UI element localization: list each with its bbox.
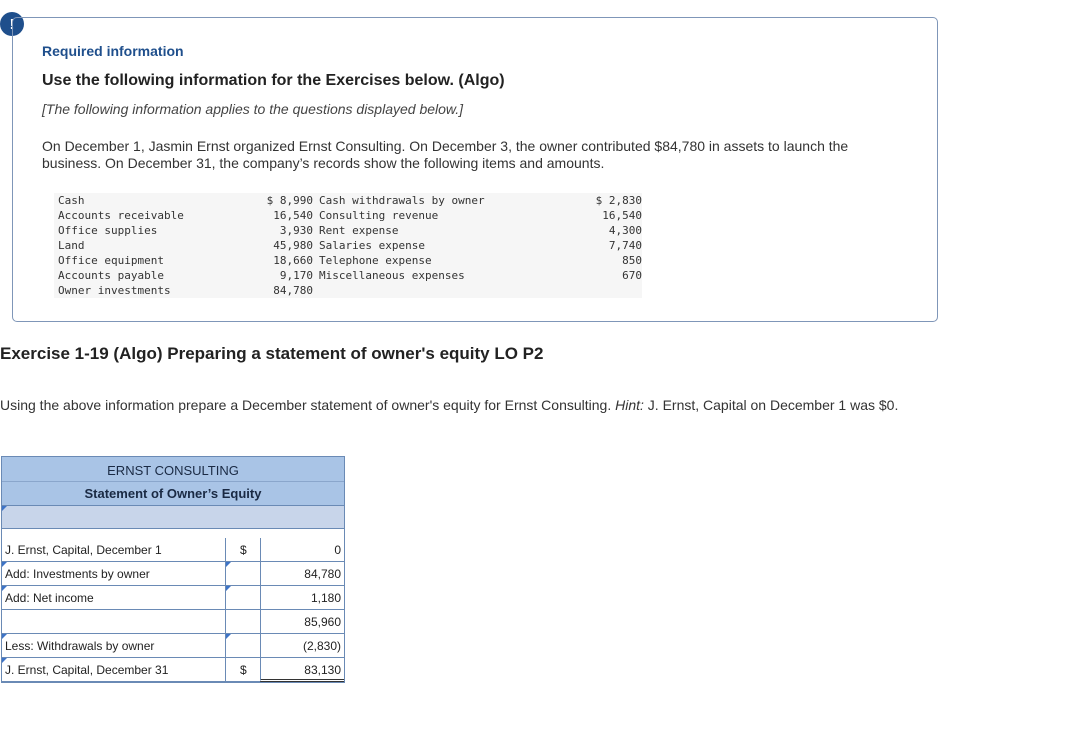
items-row — [54, 283, 642, 298]
item-label: Cash withdrawals by owner — [319, 194, 485, 207]
items-and-amounts-table — [54, 193, 642, 298]
statement-period-input[interactable] — [2, 505, 344, 529]
item-label: Telephone expense — [319, 254, 432, 267]
items-row — [54, 268, 642, 283]
row-label-select[interactable] — [2, 658, 226, 682]
item-amount: $ 8,990 — [266, 194, 313, 207]
item-label: Accounts payable — [58, 269, 164, 282]
amount-input[interactable]: 1,180 — [260, 586, 344, 610]
item-label: Salaries expense — [319, 239, 425, 252]
dollar-sign: $ — [226, 538, 260, 562]
item-amount: $ 2,830 — [595, 194, 642, 207]
amount-input[interactable]: 84,780 — [260, 562, 344, 586]
item-amount: 84,780 — [273, 284, 313, 297]
item-amount: 4,300 — [608, 224, 642, 237]
dropdown-marker-icon — [226, 586, 231, 591]
item-amount: 850 — [622, 254, 642, 267]
item-label: Office supplies — [58, 224, 158, 237]
statement-row — [2, 610, 344, 634]
item-label: Rent expense — [319, 224, 399, 237]
intro-paragraph: On December 1, Jasmin Ernst organized Ernst Consulting. On December 3, the owner contributed $84,780 in assets to launch the business. On December 31, the company’s records show the following items and amounts. — [42, 138, 849, 171]
statement-title: Statement of Owner’s Equity — [2, 481, 344, 505]
dollar-cell — [226, 634, 260, 658]
items-row — [54, 253, 642, 268]
row-label-select[interactable]: J. Ernst, Capital, December 1 — [2, 538, 226, 562]
dropdown-marker-icon — [2, 658, 7, 663]
company-name: ERNST CONSULTING — [107, 463, 239, 478]
applies-note: [The following information applies to the questions displayed below.] — [42, 101, 464, 117]
item-label: Owner investments — [58, 284, 171, 297]
dropdown-marker-icon — [2, 586, 7, 591]
amount-input[interactable]: (2,830) — [260, 634, 344, 658]
item-label: Office equipment — [58, 254, 164, 267]
amount-input[interactable]: 85,960 — [260, 610, 344, 634]
exercises-heading: Use the following information for the Exercises below. (Algo) — [42, 72, 505, 89]
item-amount: 670 — [622, 269, 642, 282]
row-label-select[interactable] — [2, 634, 226, 658]
items-row — [54, 238, 642, 253]
row-label: Less: Withdrawals by owner — [5, 639, 155, 653]
dropdown-marker-icon — [2, 562, 7, 567]
item-label — [313, 283, 569, 298]
item-amount: 45,980 — [273, 239, 313, 252]
items-row — [54, 223, 642, 238]
row-label-select[interactable] — [2, 562, 226, 586]
row-label: J. Ernst, Capital, December 31 — [5, 663, 169, 677]
item-amount: 16,540 — [273, 209, 313, 222]
statement-row — [2, 586, 344, 610]
required-information-title: Required information — [42, 43, 184, 59]
item-amount: 7,740 — [608, 239, 642, 252]
amount-input[interactable]: 0 — [260, 538, 344, 562]
hint-label: Hint: — [615, 397, 644, 413]
alert-icon: ! — [0, 12, 24, 36]
item-label: Accounts receivable — [58, 209, 184, 222]
amount-input[interactable]: 83,130 — [260, 658, 344, 682]
dollar-cell — [226, 562, 260, 586]
statement-row — [2, 538, 344, 562]
statement-row — [2, 634, 344, 658]
dropdown-marker-icon — [2, 506, 7, 511]
statement-row — [2, 658, 344, 682]
exercise-instructions — [0, 396, 960, 414]
statement-row — [2, 562, 344, 586]
dollar-sign — [226, 610, 260, 634]
row-label-select[interactable] — [2, 610, 226, 634]
item-amount: 16,540 — [602, 209, 642, 222]
statement-of-owners-equity — [1, 456, 345, 683]
items-row — [54, 193, 642, 208]
item-amount: 18,660 — [273, 254, 313, 267]
item-label: Miscellaneous expenses — [319, 269, 465, 282]
dropdown-marker-icon — [226, 562, 231, 567]
row-label: Add: Net income — [5, 591, 94, 605]
item-label: Land — [58, 239, 85, 252]
statement-header — [2, 457, 344, 505]
instruction-text: Using the above information prepare a December statement of owner's equity for Ernst Consulting. — [0, 397, 616, 413]
items-row — [54, 208, 642, 223]
row-label-select[interactable] — [2, 586, 226, 610]
item-amount — [569, 283, 642, 298]
dollar-sign: $ — [226, 658, 260, 682]
item-amount: 9,170 — [279, 269, 313, 282]
item-label: Consulting revenue — [319, 209, 439, 222]
row-label: Add: Investments by owner — [5, 567, 150, 581]
item-label: Cash — [58, 194, 85, 207]
exercise-title: Exercise 1-19 (Algo) Preparing a statement of owner's equity LO P2 — [0, 344, 544, 363]
item-amount: 3,930 — [279, 224, 313, 237]
hint-text: J. Ernst, Capital on December 1 was $0. — [643, 397, 899, 413]
dollar-cell — [226, 586, 260, 610]
dropdown-marker-icon — [2, 634, 7, 639]
dropdown-marker-icon — [226, 634, 231, 639]
